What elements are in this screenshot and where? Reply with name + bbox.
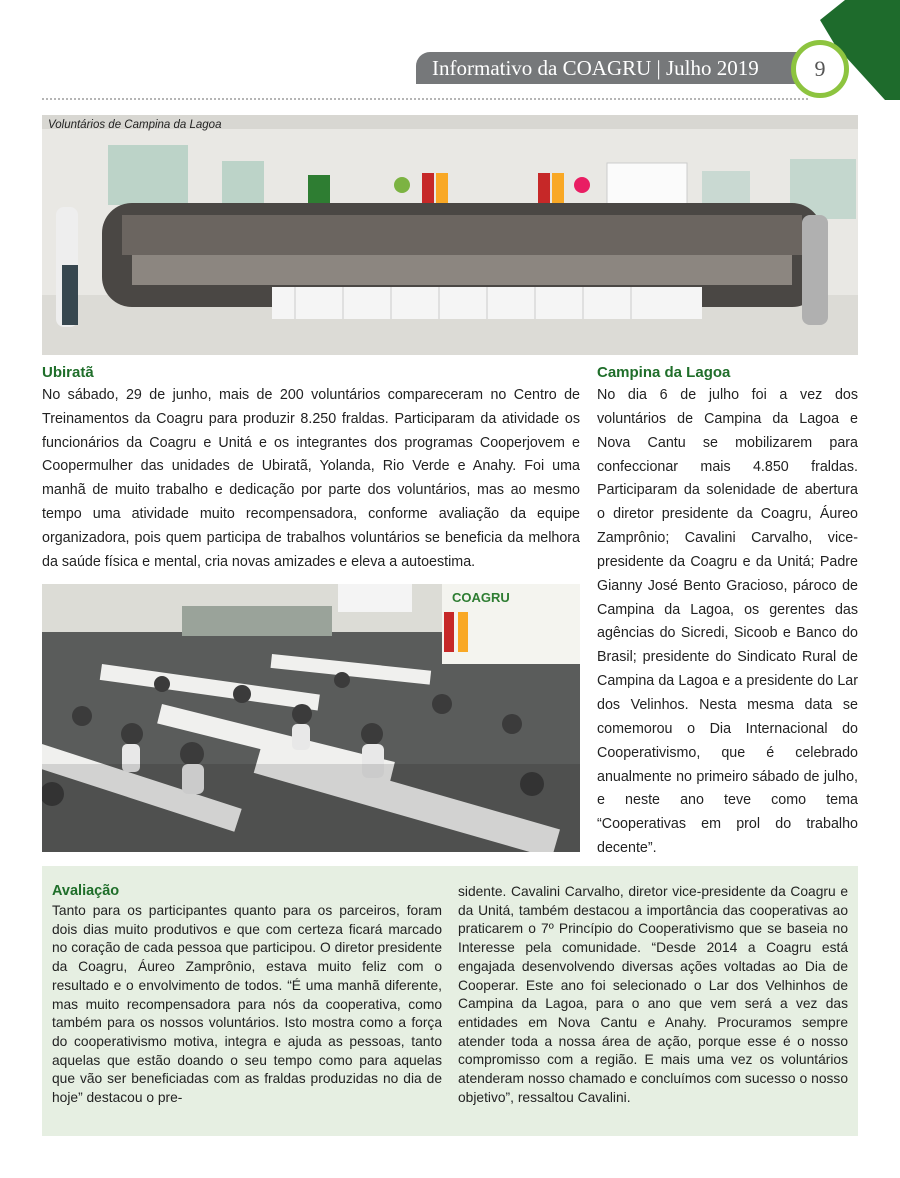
banner-text: COAGRU [452, 590, 510, 605]
photo-campina-volunteers [42, 115, 858, 355]
section-title-ubirata: Ubiratã [42, 364, 94, 381]
photo-ubirata-workroom [42, 584, 580, 852]
avaliacao-text-col2: sidente. Cavalini Carvalho, diretor vice-presidente da Coagru e da Unitá, também destacou a importância das cooperativas ao praticarem o 7º Princípio do Cooperativismo que se baseia no Interesse pela comunidade. “Desde 2014 a Coagru está engajada desenvolvendo diversas ações voltadas ao Dia de Cooperar. Este ano foi selecionado o Lar dos Velhinhos de Campina da Lagoa, para o ano que vem será a vez das entidades em Nova Cantu e Anahy. Procuramos sempre atender toda a nossa área de ação, porque esse é o nosso compromisso com a região. E mais uma vez os voluntários atenderam nosso chamado e concluímos com sucesso o nosso objetivo”, ressaltou Cavalini. [458, 884, 848, 1105]
header-divider [42, 98, 808, 100]
campina-text: No dia 6 de julho foi a vez dos voluntários de Campina da Lagoa e Nova Cantu se mobilizarem para confeccionar mais 4.850 fraldas. Participaram da solenidade de abertura o diretor presidente da Coagru, Áureo Zamprônio; Cavalini Carvalho, vice-presidente da Coagru e da Unitá; Padre Gianny José Bento Gracioso, pároco de Campina da Lagoa, os gerentes das agências do Sicredi, Sicoob e Banco do Brasil; presidente do Sindicato Rural de Campina da Lagoa e a presidente do Lar dos Velinhos. Nesta mesma data se comemorou o Dia Internacional do Cooperativismo, que é celebrado anualmente no primeiro sábado de julho, e neste ano teve como tema “Cooperativas em prol do trabalho decente”. [597, 387, 858, 857]
ubirata-text: No sábado, 29 de junho, mais de 200 voluntários compareceram no Centro de Treinamentos da Coagru para produzir 8.250 fraldas. Participaram da atividade os funcionários da Coagru e Unitá e os integrantes dos programas Cooperjovem e Coopermulher das unidades de Ubiratã, Yolanda, Rio Verde e Anahy. Foi uma manhã de muito trabalho e dedicação por parte dos voluntários, mas ao mesmo tempo uma atividade muito recompensadora, conforme avaliação da equipe organizadora, pois quem participa de trabalhos voluntários se beneficia da melhora da saúde física e mental, cria novas amizades e eleva a autoestima. [42, 387, 580, 570]
page-number: 9 [814, 56, 826, 81]
section-title-campina: Campina da Lagoa [597, 364, 731, 381]
photo-caption: Voluntários de Campina da Lagoa [48, 119, 222, 131]
page-number-badge [791, 40, 849, 98]
section-title-avaliacao: Avaliação [52, 883, 120, 899]
avaliacao-text-col1: Tanto para os participantes quanto para os parceiros, foram dois dias muito produtivos e que com certeza ficará marcado no coração de cada pessoa que participou. O diretor presidente da Coagru, Áureo Zamprônio, estava muito feliz com o resultado e o envolvimento de todos. “É uma manhã diferente, mas muito recompensadora para nós da cooperativa, como também para os nossos voluntários. Isto mostra como a força do cooperativismo motiva, integra e ajuda as pessoas, tanto aquelas que estão doando o seu tempo como para aquelas que vão ser beneficiadas com as fraldas produzidas no dia de hoje” destacou o pre- [52, 903, 442, 1106]
publication-title: Informativo da COAGRU | Julho 2019 [432, 56, 759, 80]
